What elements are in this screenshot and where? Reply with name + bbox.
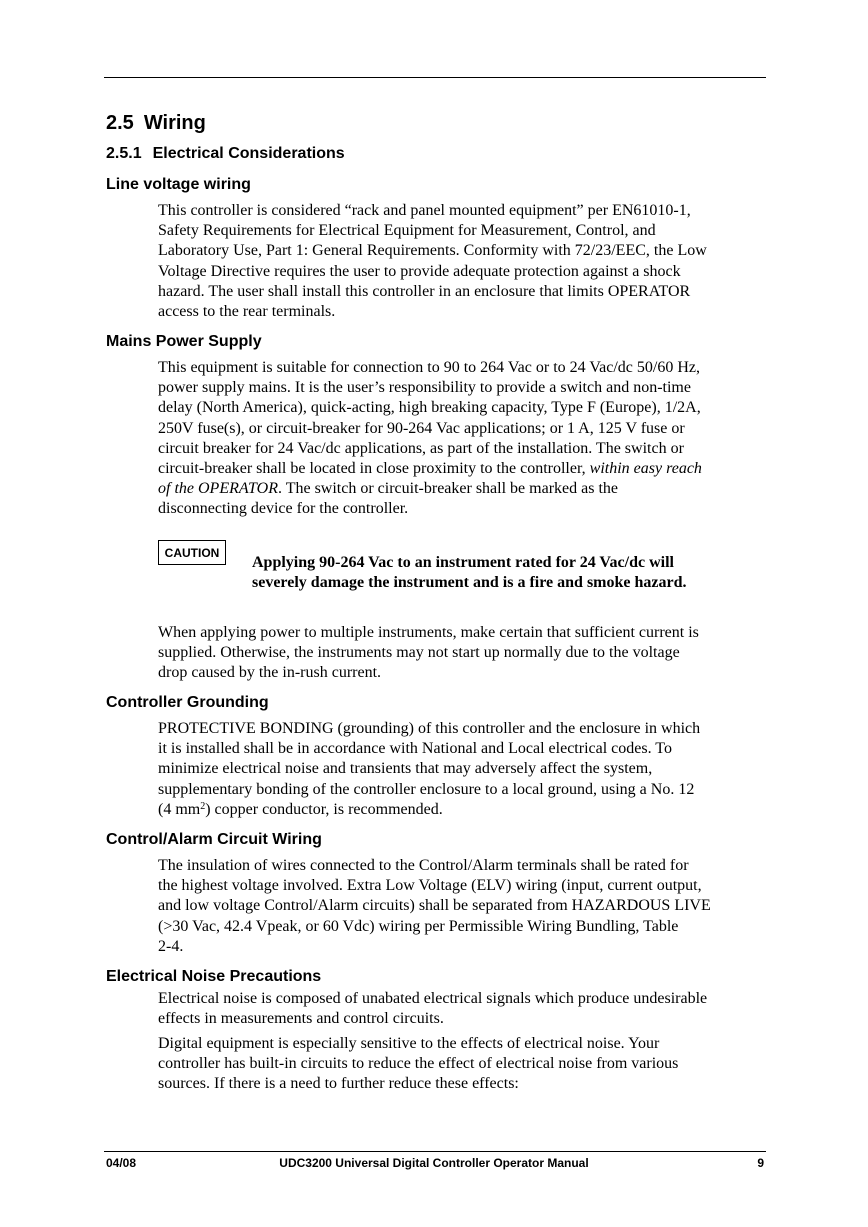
text-line: the highest voltage involved. Extra Low Voltage (ELV) wiring (input, current output, [158,877,702,895]
caution-label: CAUTION [158,540,226,565]
emphasis-text: of the OPERATOR [158,480,278,498]
text-line: supplied. Otherwise, the instruments may not start up normally due to the voltage [158,644,680,662]
text-line: effects in measurements and control circuits. [158,1010,444,1028]
text-line: Safety Requirements for Electrical Equipment for Measurement, Control, and [158,222,656,240]
text-line: When applying power to multiple instruments, make certain that sufficient current is [158,624,699,641]
control-alarm-heading: Control/Alarm Circuit Wiring [106,831,322,848]
text-line: This controller is considered “rack and panel mounted equipment” per EN61010-1, [158,202,691,219]
text-line: drop caused by the in-rush current. [158,664,382,682]
text-line: controller has built-in circuits to reduce the effect of electrical noise from various [158,1055,679,1073]
text-line: (>30 Vac, 42.4 Vpeak, or 60 Vdc) wiring per Permissible Wiring Bundling, Table [158,917,679,935]
text-line: Electrical noise is composed of unabated electrical signals which produce undesirable [158,990,708,1007]
control-alarm-paragraph [158,856,768,957]
text-line: 2-4. [158,937,184,955]
section-heading: 2.5 Wiring [106,112,206,134]
text-line: Digital equipment is especially sensitive to the effects of electrical noise. Your [158,1035,660,1052]
mains-power-paragraph [158,358,768,520]
text-line: it is installed shall be in accordance with National and Local electrical codes. To [158,740,672,758]
text-line: PROTECTIVE BONDING (grounding) of this controller and the enclosure in which [158,720,701,737]
text-line: (4 $mm^2$) copper conductor, is recommended. [158,800,443,818]
text-line: circuit breaker for 24 Vac/dc applications, as part of the installation. The switch or [158,439,684,457]
header-rule [104,77,766,78]
noise-paragraph-1 [158,989,768,1029]
grounding-paragraph [158,719,768,820]
line-voltage-paragraph [158,201,768,322]
text-line: delay (North America), quick-acting, high breaking capacity, Type F (Europe), 1/2A, [158,399,701,417]
text-line: and low voltage Control/Alarm circuits) shall be separated from HAZARDOUS LIVE [158,897,711,915]
footer-date: 04/08 [106,1156,137,1170]
text-line: Applying 90-264 Vac to an instrument rated for 24 Vac/dc will [252,554,674,571]
text-line: of the OPERATOR. The switch or circuit-breaker shall be marked as the [158,480,618,498]
text-line: Laboratory Use, Part 1: General Requirements. Conformity with 72/23/EEC, the Low [158,242,707,260]
emphasis-text: within easy reach [589,460,702,478]
noise-paragraph-2 [158,1034,768,1095]
text-line: 250V fuse(s), or circuit-breaker for 90-264 Vac applications; or 1 A, 125 V fuse or [158,419,685,437]
noise-heading: Electrical Noise Precautions [106,968,322,985]
footer-rule [104,1151,766,1152]
caution-message [252,553,687,593]
subsection-heading: 2.5.1 Electrical Considerations [106,145,345,162]
grounding-heading: Controller Grounding [106,694,269,711]
mains-power-heading: Mains Power Supply [106,333,262,350]
text-line: hazard. The user shall install this controller in an enclosure that limits OPERATOR [158,282,691,300]
text-line: This equipment is suitable for connection to 90 to 264 Vac or to 24 Vac/dc 50/60 Hz, [158,359,700,376]
page-number: 9 [757,1156,764,1170]
text-line: The insulation of wires connected to the Control/Alarm terminals shall be rated for [158,857,689,874]
text-line: minimize electrical noise and transients that may adversely affect the system, [158,760,653,778]
text-line: sources. If there is a need to further reduce these effects: [158,1075,519,1093]
text-line: circuit-breaker shall be located in close proximity to the controller, within easy reach [158,460,702,478]
text-line: disconnecting device for the controller. [158,500,409,518]
line-voltage-heading: Line voltage wiring [106,176,251,193]
text-line: Voltage Directive requires the user to provide adequate protection against a shock [158,262,681,280]
superscript: 2 [200,800,206,812]
text-line: access to the rear terminals. [158,303,336,321]
text-line: power supply mains. It is the user’s responsibility to provide a switch and non-time [158,379,691,397]
multi-instrument-paragraph [158,623,768,684]
text-line: supplementary bonding of the controller enclosure to a local ground, using a No. 12 [158,780,695,798]
footer-title: UDC3200 Universal Digital Controller Operator Manual [279,1156,589,1170]
text-line: severely damage the instrument and is a fire and smoke hazard. [252,574,687,592]
